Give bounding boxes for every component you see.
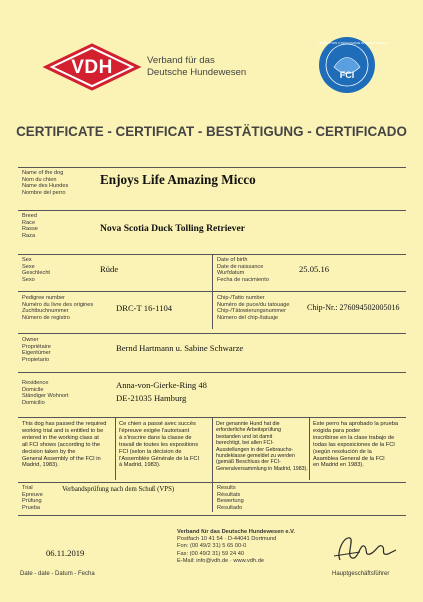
owner-labels — [22, 337, 51, 363]
declaration-line: bestanden und ist damit — [216, 433, 273, 440]
address-line: Verband für das Deutsche Hundewesen e.V. — [177, 529, 295, 535]
signature-label: Hauptgeschäftsführer — [332, 571, 390, 577]
field-label: Sexo — [22, 276, 35, 283]
birth-labels — [217, 257, 269, 283]
divider — [18, 372, 406, 373]
divider — [18, 515, 406, 516]
declaration-line: à s'inscrire dans la classe de — [119, 434, 192, 441]
field-label: Nom du chien — [22, 176, 57, 183]
declaration-line: Madrid, 1983). — [22, 462, 59, 469]
field-label: Resultado — [217, 504, 243, 511]
signature — [330, 530, 400, 566]
declaration-line: Ausstellungen in der Gebrauchs- — [216, 446, 294, 453]
vdh-logo — [44, 43, 140, 91]
declaration-line: decision taken by the — [22, 448, 76, 455]
field-label: Prüfung — [22, 498, 42, 505]
chip-value: Chip-Nr.: 276094502005016 — [307, 303, 400, 312]
declaration-line: exigida para poder — [313, 427, 361, 434]
field-label: Wurfdatum — [217, 270, 245, 277]
declaration-line: en Madrid en 1983). — [313, 462, 364, 469]
declaration-german — [216, 421, 308, 472]
certificate-title: CERTIFICATE - CERTIFICAT - BESTÄTIGUNG - CERTIFICADO — [16, 124, 407, 139]
sex-labels — [22, 257, 50, 283]
field-label: Name des Hundes — [22, 183, 69, 190]
org-name — [147, 55, 246, 79]
field-label: Race — [22, 219, 36, 226]
field-label: Nombre del perro — [22, 189, 66, 196]
vdh-address — [177, 529, 295, 565]
vdh-logo-text: VDH — [71, 57, 113, 78]
declaration-spanish — [313, 421, 398, 469]
declaration-line: Asamblea General de la FCI — [313, 455, 385, 462]
trial-value: Verbandsprüfung nach dem Schuß (VPS) — [62, 486, 175, 493]
declaration-line: l'épreuve exigée l'autorisant — [119, 427, 190, 434]
declaration-line: Este perro ha aprobado la prueba — [313, 421, 399, 427]
field-label: Propietario — [22, 356, 50, 363]
field-label: Sex — [22, 257, 32, 263]
field-label: Epreuve — [22, 491, 43, 498]
field-label: Ständiger Wohnort — [22, 393, 69, 400]
field-label: Fecha de nacimiento — [217, 276, 269, 283]
birth-value: 25.05.16 — [299, 264, 330, 274]
divider — [309, 417, 310, 480]
field-label: Results — [217, 485, 236, 491]
declaration-english — [22, 421, 106, 469]
field-label: Résultats — [217, 491, 241, 498]
residence-street: Anna-von-Gierke-Ring 48 — [116, 380, 207, 390]
breed-labels — [22, 213, 38, 239]
field-label: Trial — [22, 485, 33, 491]
residence-city: DE-21035 Hamburg — [116, 393, 187, 403]
name-of-dog-labels — [22, 170, 68, 196]
field-label: Date de naissance — [217, 263, 264, 270]
declaration-line: Der genannte Hund hat die — [216, 421, 280, 427]
declaration-line: General Assembly of the FCI in — [22, 455, 101, 462]
sex-value: Rüde — [100, 264, 119, 274]
declaration-line: inscribirse en la clase trabajo de — [313, 434, 395, 441]
field-label: Domicile — [22, 386, 44, 393]
field-label: Date of birth — [217, 257, 248, 263]
field-label: Número del chip-/tatuaje — [217, 314, 278, 321]
field-label: Propriétaire — [22, 343, 51, 350]
field-label: Numéro de puce/du tatouage — [217, 301, 290, 308]
field-label: Name of the dog — [22, 170, 64, 176]
declaration-line: Ce chien a passé avec succès — [119, 421, 196, 427]
field-label: Zuchtbuchnummer — [22, 308, 69, 315]
chip-labels — [217, 295, 289, 321]
fci-seal — [318, 36, 387, 94]
field-label: Eigentümer — [22, 350, 51, 357]
declaration-line: This dog has passed the required — [22, 421, 107, 427]
divider — [212, 417, 213, 512]
issue-date-label: Date - date - Datum - Fecha — [20, 571, 95, 577]
results-labels — [217, 485, 244, 511]
field-label: Bewertung — [217, 498, 244, 505]
field-label: Geschlecht — [22, 270, 50, 277]
divider — [18, 333, 406, 334]
declaration-line: à Madrid, 1983). — [119, 462, 161, 469]
divider — [18, 210, 406, 211]
field-label: Chip-/Tatto number — [217, 295, 265, 301]
address-line: Fax: (00 49/2 31) 59 24 40 — [177, 550, 245, 557]
declaration-line: l'Assemblée Générale de la FCI — [119, 455, 200, 462]
declaration-line: (gemäß Beschluss der FCI- — [216, 459, 281, 466]
field-label: Chip-/Tätowierungsnummer — [217, 308, 287, 315]
fci-seal-ring-text: FEDERATION CYNOLOGIQUE INTERNATIONALE — [318, 41, 387, 45]
field-label: Breed — [22, 213, 37, 219]
field-label: Prueba — [22, 504, 41, 511]
org-name-line2: Deutsche Hundewesen — [147, 67, 247, 78]
trial-labels — [22, 485, 43, 511]
residence-labels — [22, 380, 69, 406]
field-label: Número de registro — [22, 314, 70, 321]
declaration-line: FCI (selon la décision de — [119, 448, 182, 455]
field-label: Pedigree number — [22, 295, 65, 301]
field-label: Rasse — [22, 226, 38, 233]
declaration-line: entered in the working class at — [22, 434, 99, 441]
declaration-line: hundeklasse gemeldet zu werden — [216, 453, 295, 460]
declaration-line: Generalversammlung in Madrid, 1983). — [216, 465, 308, 472]
declaration-line: travail de toutes les expositions — [119, 441, 199, 448]
dog-name-value: Enjoys Life Amazing Micco — [100, 172, 256, 187]
divider — [115, 417, 116, 480]
declaration-line: todas las exposiciones de la FCI — [313, 441, 395, 448]
field-label: Residence — [22, 380, 49, 386]
field-label: Numéro du livre des origines — [22, 301, 94, 308]
address-line: Postfach 10 41 54 · D-44041 Dortmund — [177, 536, 277, 543]
field-label: Owner — [22, 337, 39, 343]
org-name-line1: Verband für das — [147, 55, 215, 66]
fci-seal-text: FCI — [339, 70, 355, 80]
issue-date-value: 06.11.2019 — [46, 548, 85, 558]
divider — [212, 254, 213, 329]
field-label: Sexe — [22, 263, 35, 270]
declaration-line: (según resolución de la — [313, 448, 372, 455]
address-line: Fon: (00 49/2 31) 5 65 00-0 — [177, 543, 247, 550]
declaration-french — [119, 421, 199, 469]
field-label: Domicilio — [22, 399, 45, 406]
declaration-line: erforderliche Arbeitsprüfung — [216, 427, 282, 434]
address-line: E-Mail: info@vdh.de · www.vdh.de — [177, 557, 265, 564]
pedigree-value: DRC-T 16-1104 — [116, 303, 173, 313]
declaration-line: working trial and is entitled to be — [22, 427, 104, 434]
pedigree-labels — [22, 295, 93, 321]
breed-value: Nova Scotia Duck Tolling Retriever — [100, 223, 245, 234]
divider — [18, 167, 406, 168]
declaration-line: all FCI shows (according to the — [22, 441, 101, 448]
owner-value: Bernd Hartmann u. Sabine Schwarze — [116, 343, 244, 353]
field-label: Raza — [22, 232, 36, 239]
declaration-line: berechtigt, bei allen FCI- — [216, 440, 274, 447]
